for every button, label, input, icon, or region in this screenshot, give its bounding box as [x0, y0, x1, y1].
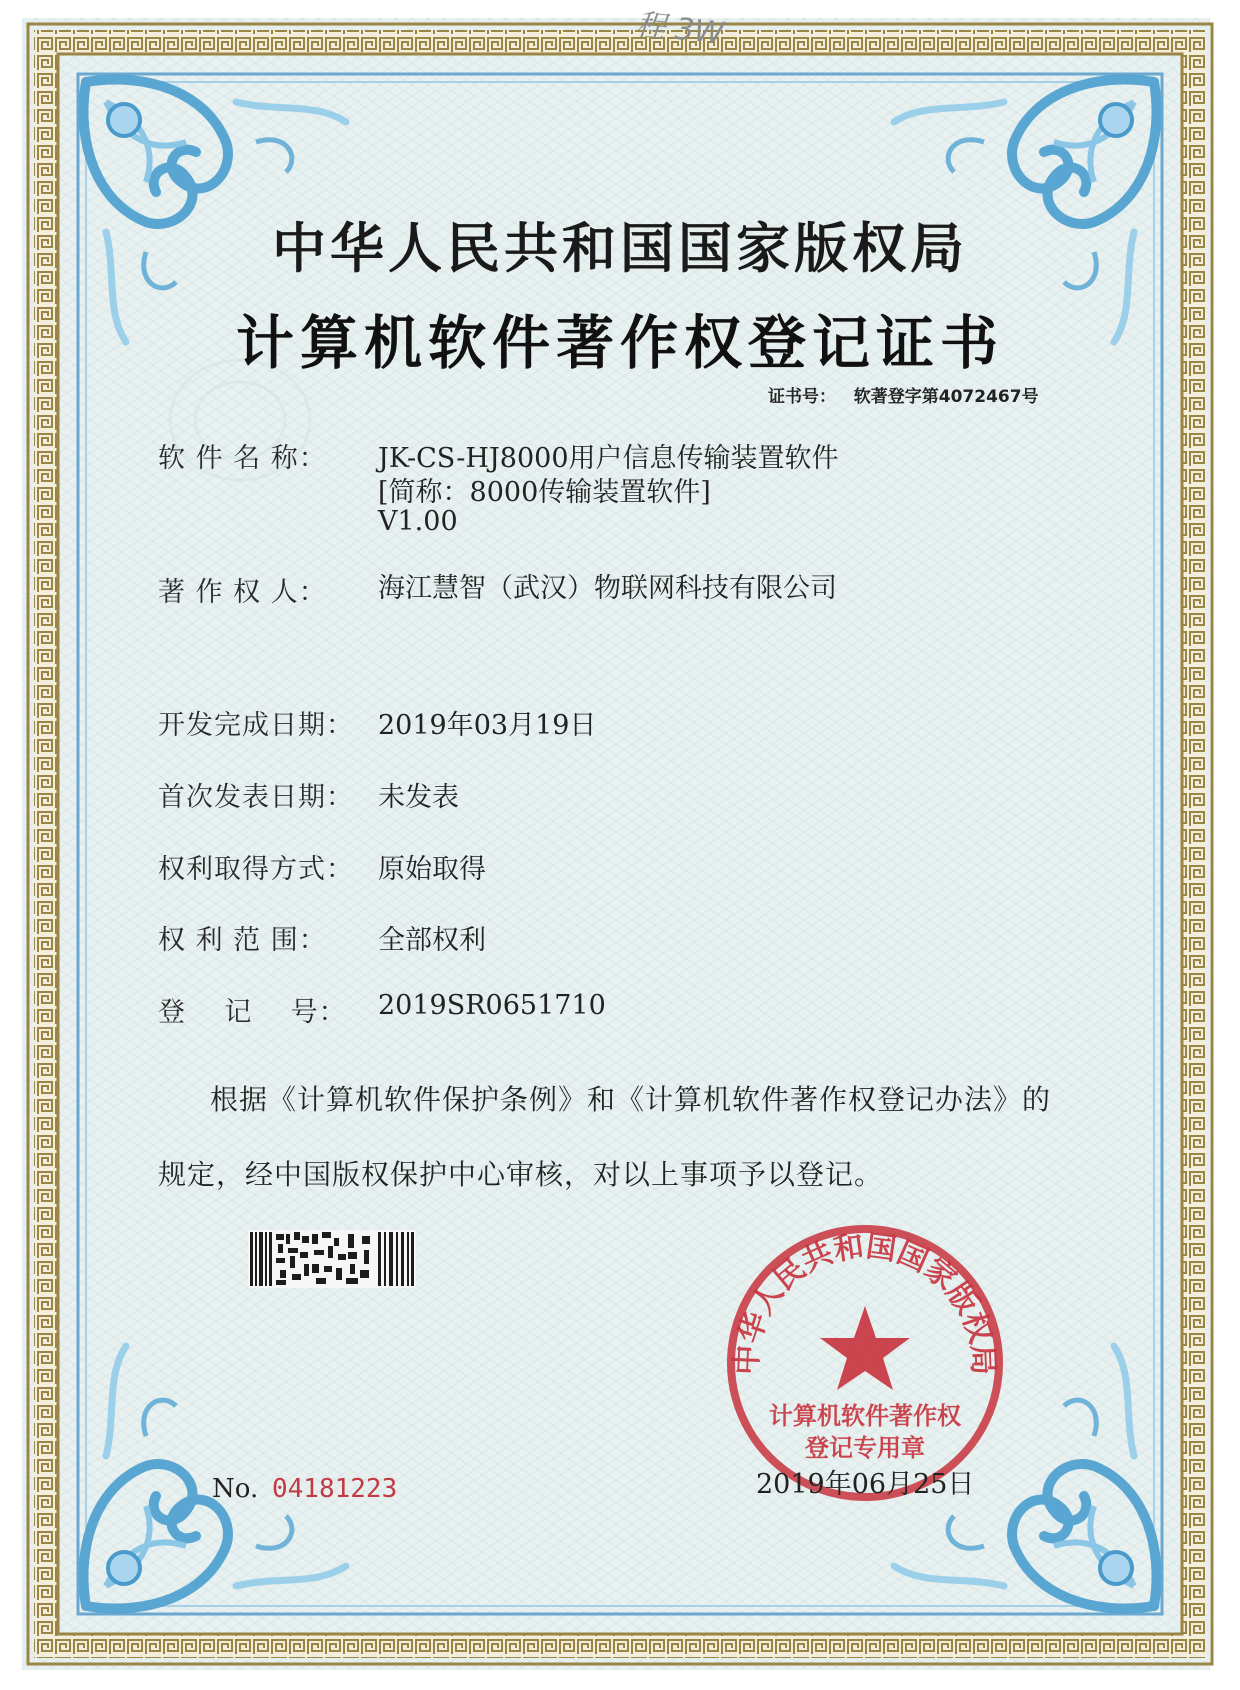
statement-line-2: 规定，经中国版权保护中心审核，对以上事项予以登记。: [158, 1158, 884, 1191]
certificate-number-label: 证书号：: [768, 387, 836, 407]
owner-label: 著 作 权 人：: [158, 577, 327, 608]
dev-date-value: 2019年03月19日: [378, 710, 597, 741]
star-icon: [820, 1306, 910, 1390]
seal-ring-text: 中华人民共和国国家版权局: [729, 1228, 1001, 1376]
reg-no-label: 登 记 号：: [158, 997, 347, 1028]
software-version: V1.00: [378, 506, 458, 537]
owner-value: 海江慧智（武汉）物联网科技有限公司: [378, 573, 837, 604]
certificate-number-value: 软著登字第4072467号: [853, 387, 1039, 407]
seal-line-1: 计算机软件著作权: [769, 1401, 961, 1430]
dev-date-label: 开发完成日期：: [158, 710, 354, 741]
scope-value: 全部权利: [378, 925, 486, 956]
reg-no-value: 2019SR0651710: [378, 990, 606, 1021]
statement-line-1: 根据《计算机软件保护条例》和《计算机软件著作权登记办法》的: [210, 1083, 1052, 1116]
handwritten-note: 程 3W: [634, 7, 726, 52]
authority-title: 中华人民共和国国家版权局: [272, 216, 968, 280]
pub-date-label: 首次发表日期：: [158, 782, 354, 813]
issue-date: 2019年06月25日: [756, 1469, 975, 1500]
acquire-label: 权利取得方式：: [158, 854, 354, 885]
software-short-name: [简称：8000传输装置软件]: [378, 477, 711, 508]
certificate-title: 计算机软件著作权登记证书: [235, 309, 1004, 377]
software-name-label: 软 件 名 称：: [158, 443, 327, 474]
seal-line-2: 登记专用章: [805, 1433, 925, 1462]
serial-label: No.: [212, 1474, 259, 1504]
scope-label: 权 利 范 围：: [158, 925, 327, 956]
barcode-icon: [248, 1230, 416, 1288]
software-name-value: JK-CS-HJ8000用户信息传输装置软件: [378, 443, 839, 474]
serial-number: 04181223: [272, 1474, 398, 1504]
certificate-number: [768, 382, 1039, 407]
acquire-value: 原始取得: [378, 854, 486, 885]
pub-date-value: 未发表: [378, 782, 459, 813]
